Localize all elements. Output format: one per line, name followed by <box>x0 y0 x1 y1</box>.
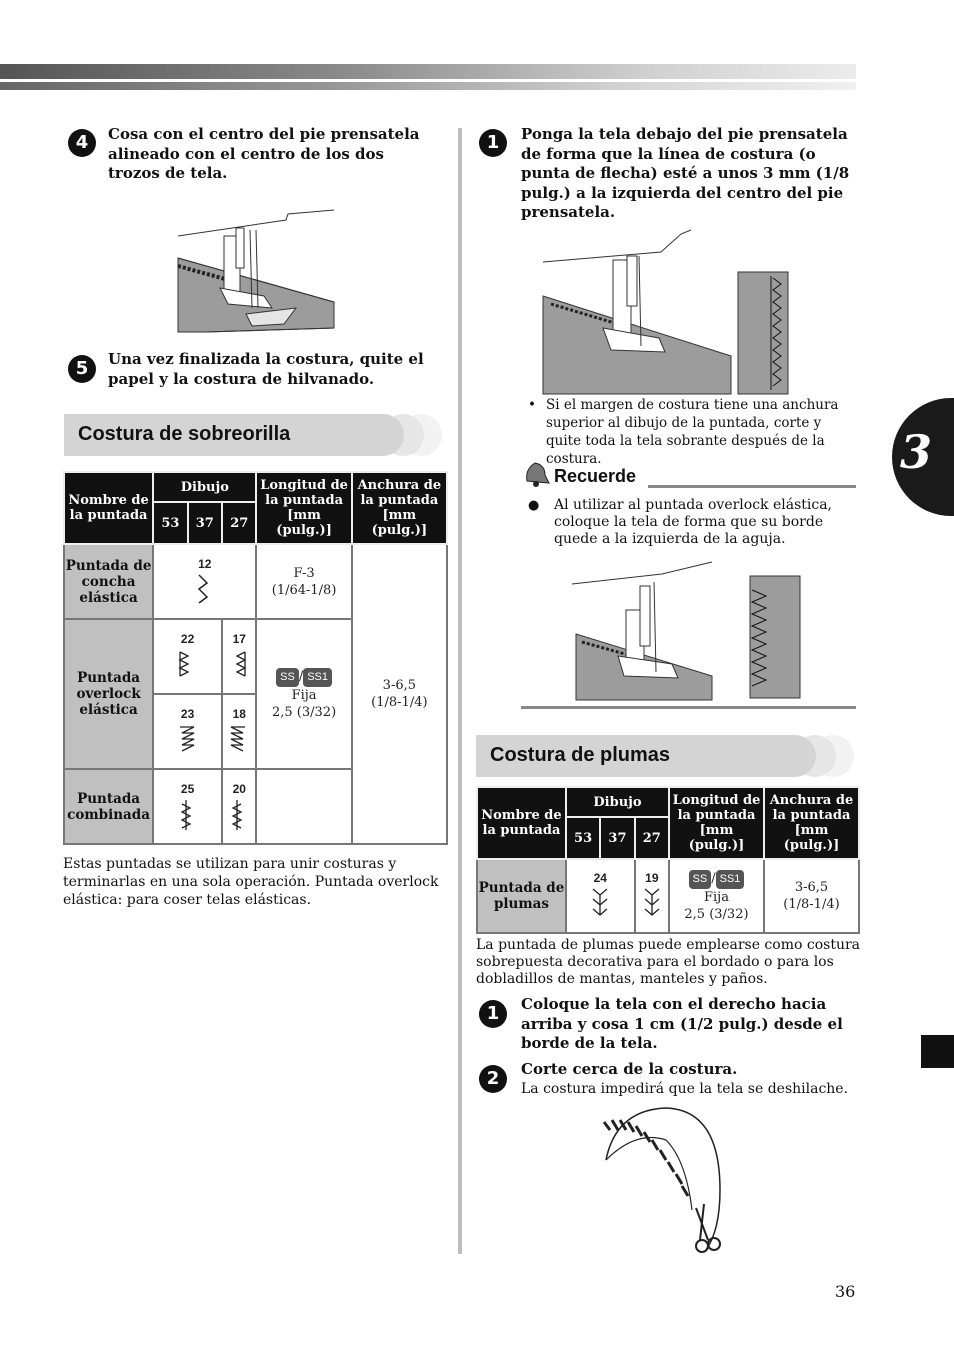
pattern-cell <box>222 769 256 844</box>
length-cell-empty <box>256 769 351 844</box>
pattern-number: 25 <box>180 782 195 796</box>
sub-header: 27 <box>635 817 669 859</box>
ss1-badge: SS1 <box>716 870 745 889</box>
pattern-number: 12 <box>198 557 212 571</box>
pattern-cell <box>153 544 256 619</box>
fija-label: Fija <box>704 889 729 905</box>
ss1-badge: SS1 <box>303 668 332 687</box>
col-header-dibujo: Dibujo <box>153 472 256 502</box>
stitch-name: Puntada overlock elástica <box>64 619 153 769</box>
pattern-cell <box>635 859 669 933</box>
length-cell <box>256 619 351 769</box>
sewing-illustration-3 <box>562 560 802 702</box>
fija-label: Fija <box>291 687 317 703</box>
length-cell <box>256 544 351 619</box>
header-bar <box>0 64 856 79</box>
sewing-illustration-2 <box>541 226 791 396</box>
step-4-number: 4 <box>68 129 96 157</box>
bullet-text: Si el margen de costura tiene una anchura superior al dibujo de la puntada, corte y quite toda la tela sobrante después de la costura. <box>546 397 839 467</box>
step-2b-subtext: La costura impedirá que la tela se deshilache. <box>521 1081 849 1097</box>
overlock-stitch-icon <box>178 723 198 757</box>
pattern-cell <box>153 769 222 844</box>
combined-stitch-icon <box>178 798 198 832</box>
pattern-cell <box>566 859 635 933</box>
overlock-stitch-icon <box>178 648 198 682</box>
stitch-table-sobreorilla <box>63 471 448 845</box>
pattern-cell <box>153 619 222 694</box>
shell-stitch-icon <box>195 573 215 607</box>
bell-icon <box>521 459 551 489</box>
width-range: (1/8-1/4) <box>783 897 840 912</box>
pattern-number: 23 <box>180 707 195 721</box>
recuerde-bullet: ● <box>528 498 540 513</box>
bullet-mark: • <box>528 397 536 413</box>
feather-stitch-icon <box>590 887 610 923</box>
note-sobreorilla: Estas puntadas se utilizan para unir costuras y terminarlas en una sola operación. Puntada overlock elástica: para coser telas elásticas. <box>63 856 439 908</box>
page-number: 36 <box>835 1282 856 1301</box>
section-title: Costura de plumas <box>490 744 671 766</box>
sewing-illustration-1 <box>176 208 336 336</box>
fija-value: 2,5 (3/32) <box>272 704 337 720</box>
pattern-number: 17 <box>232 632 246 646</box>
stitch-name: Puntada de plumas <box>477 859 566 933</box>
slash: / <box>298 668 304 684</box>
ss-badge: SS <box>689 870 712 889</box>
index-marker <box>921 1035 954 1068</box>
col-header-dibujo: Dibujo <box>566 787 669 817</box>
fija-value: 2,5 (3/32) <box>684 906 749 922</box>
recuerde-bottom-line <box>521 706 856 709</box>
overlock-stitch-icon <box>229 723 249 757</box>
chapter-number: 3 <box>900 425 933 479</box>
header-bar-thin <box>0 82 856 90</box>
step-1-text: Ponga la tela debajo del pie prensatela de forma que la línea de costura (o punta de flecha) esté a unos 3 mm (1/8 pulg.) a la izquierda del centro del pie prensatela. <box>521 125 850 221</box>
col-header-name: Nombre de la puntada <box>477 787 566 859</box>
sub-header: 53 <box>566 817 600 859</box>
step-2b-text: Corte cerca de la costura. <box>521 1060 738 1078</box>
width-value: 3-6,5 <box>794 880 829 895</box>
pattern-number: 24 <box>593 870 607 885</box>
width-cell <box>764 859 859 933</box>
sub-header: 37 <box>188 502 222 544</box>
width-value: 3-6,5 <box>382 678 417 693</box>
sub-header: 27 <box>222 502 256 544</box>
section-header-plumas <box>476 735 854 777</box>
stitch-table-plumas <box>476 786 860 934</box>
col-header-length: Longitud de la puntada [mm (pulg.)] <box>256 472 351 544</box>
col-header-name: Nombre de la puntada <box>64 472 153 544</box>
sub-header: 53 <box>153 502 187 544</box>
stitch-name: Puntada combinada <box>64 769 153 844</box>
step-1-number: 1 <box>479 129 507 157</box>
step-2b-number: 2 <box>479 1065 507 1093</box>
pattern-number: 18 <box>232 707 246 721</box>
stitch-name: Puntada de concha elástica <box>64 544 153 619</box>
pattern-cell <box>222 694 256 769</box>
combined-stitch-icon <box>229 798 249 832</box>
length-value: F-3 <box>293 565 315 581</box>
col-header-length: Longitud de la puntada [mm (pulg.)] <box>669 787 764 859</box>
col-header-width: Anchura de la puntada [mm (pulg.)] <box>764 787 859 859</box>
step-1b-text: Coloque la tela con el derecho hacia arriba y cosa 1 cm (1/2 pulg.) desde el borde de la tela. <box>521 995 843 1052</box>
column-divider <box>458 128 462 1254</box>
section-title: Costura de sobreorilla <box>78 423 291 445</box>
step-5-number: 5 <box>68 355 96 383</box>
length-cell <box>669 859 764 933</box>
sub-header: 37 <box>600 817 634 859</box>
recuerde-line <box>648 485 856 488</box>
col-header-width: Anchura de la puntada [mm (pulg.)] <box>352 472 447 544</box>
pattern-cell <box>153 694 222 769</box>
ss-badge: SS <box>276 668 299 687</box>
feather-stitch-icon <box>642 887 662 923</box>
length-range: (1/64-1/8) <box>271 582 337 598</box>
pattern-cell <box>222 619 256 694</box>
recuerde-title: Recuerde <box>554 466 637 486</box>
note-plumas: La puntada de plumas puede emplearse como costura sobrepuesta decorativa para el bordado o para los dobladillos de mantas, manteles y paños. <box>476 937 860 987</box>
cutting-illustration <box>596 1100 736 1256</box>
section-header-sobreorilla <box>64 414 442 456</box>
overlock-stitch-icon <box>229 648 249 682</box>
step-5-text: Una vez finalizada la costura, quite el papel y la costura de hilvanado. <box>108 350 424 388</box>
width-cell <box>352 544 447 844</box>
pattern-number: 22 <box>180 632 195 646</box>
step-4-text: Cosa con el centro del pie prensatela alineado con el centro de los dos trozos de tela. <box>108 125 420 182</box>
recuerde-text: Al utilizar al puntada overlock elástica, coloque la tela de forma que su borde quede a la izquierda de la aguja. <box>554 497 833 547</box>
step-1b-number: 1 <box>479 1000 507 1028</box>
slash: / <box>711 870 716 886</box>
width-range: (1/8-1/4) <box>371 695 428 710</box>
pattern-number: 20 <box>232 782 246 796</box>
pattern-number: 19 <box>645 870 659 885</box>
